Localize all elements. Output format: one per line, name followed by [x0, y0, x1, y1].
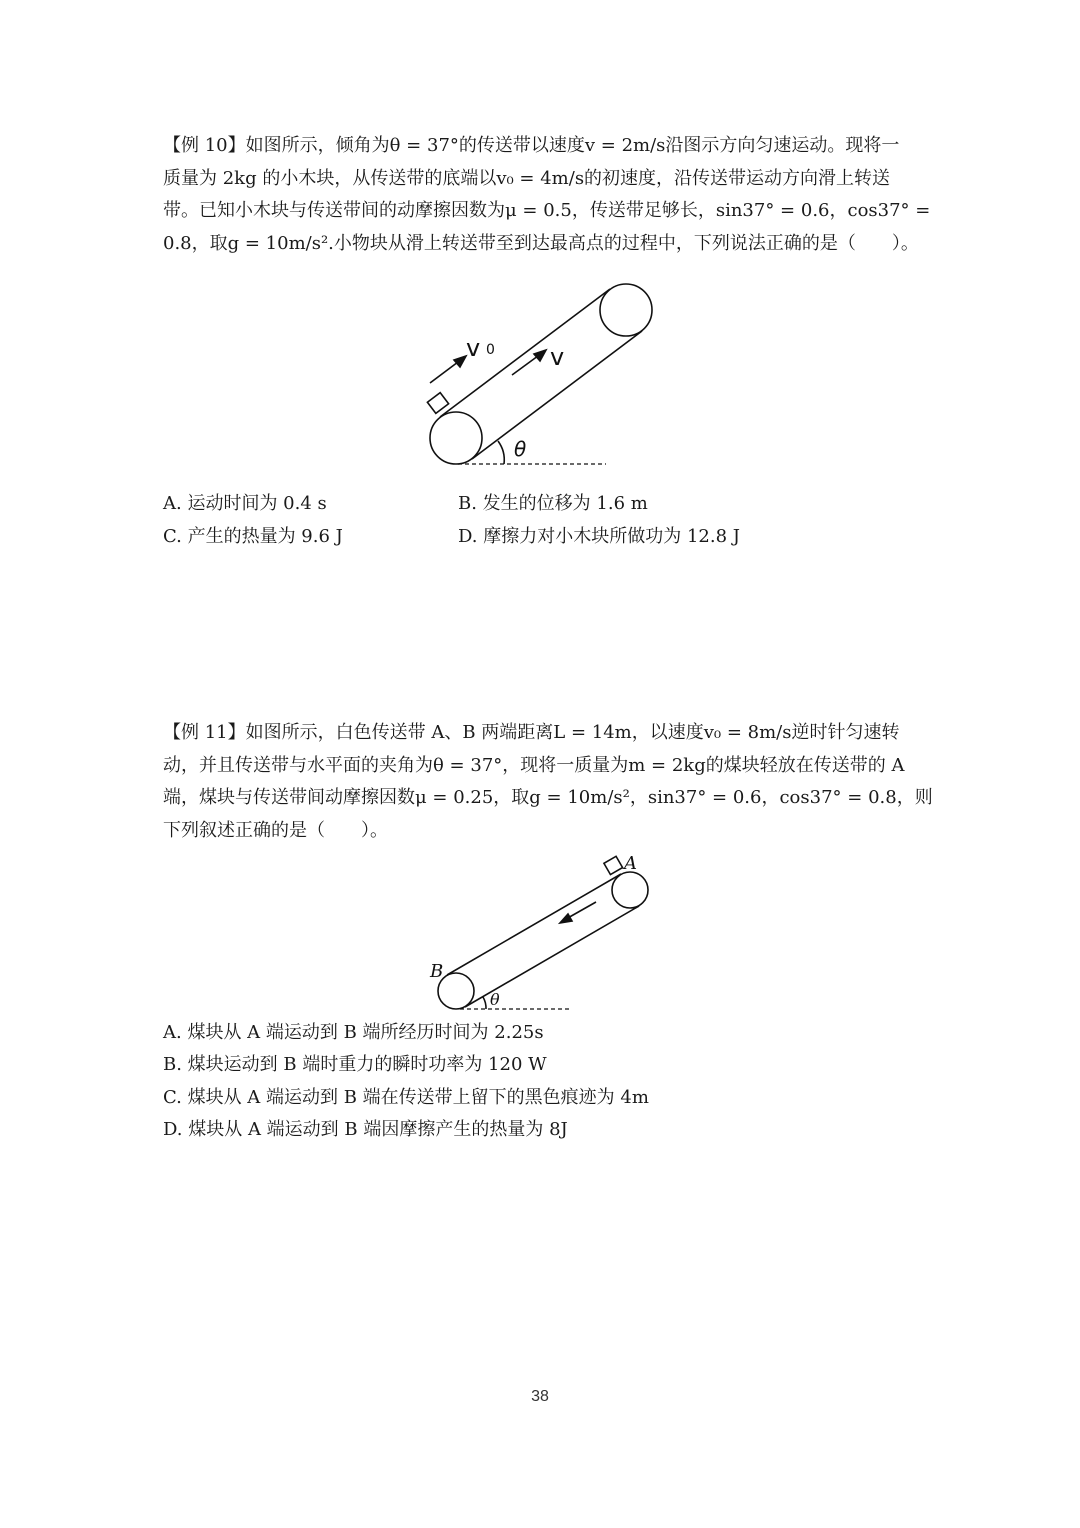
ex10-option-a[interactable]: A. 运动时间为 0.4 s	[163, 493, 327, 514]
b-label: B	[430, 961, 444, 982]
coal-block	[604, 856, 623, 874]
example-11-line-2: 动，并且传送带与水平面的夹角为θ = 37°，现将一质量为m = 2kg的煤块轻放在传送带的 A	[163, 754, 905, 776]
ex11-option-b[interactable]: B. 煤块运动到 B 端时重力的瞬时功率为 120 W	[163, 1054, 547, 1075]
angle-arc	[498, 441, 504, 464]
conveyor-figure-10	[400, 270, 680, 480]
theta-label: θ	[514, 437, 527, 461]
ex10-option-c[interactable]: C. 产生的热量为 9.6 J	[163, 526, 343, 547]
a-label: A	[624, 853, 637, 874]
v0-subscript: 0	[486, 342, 495, 358]
belt-upper-edge	[447, 874, 621, 975]
example-11-line-3: 端，煤块与传送带间动摩擦因数μ = 0.25，取g = 10m/s²，sin37° = 0.6，cos37° = 0.8，则	[163, 787, 933, 808]
roller-b	[438, 973, 474, 1009]
ex11-option-a[interactable]: A. 煤块从 A 端运动到 B 端所经历时间为 2.25s	[163, 1022, 544, 1043]
page-number: 38	[531, 1388, 549, 1405]
belt-direction-arrow	[566, 902, 596, 919]
v0-arrowhead	[454, 356, 466, 367]
example-10-text	[163, 130, 931, 260]
example-10-line-4: 0.8，取g = 10m/s².小物块从滑上转送带至到达最高点的过程中，下列说法正确的是（ ）。	[163, 232, 919, 254]
example-10-line-1: 【例 10】如图所示，倾角为θ = 37°的传送带以速度v = 2m/s沿图示方向匀速运动。现将一	[163, 135, 900, 156]
angle-arc	[483, 997, 486, 1009]
conveyor-figure-11	[420, 845, 660, 1015]
example-11-line-4: 下列叙述正确的是（ ）。	[163, 819, 388, 841]
wood-block	[427, 393, 448, 414]
v-arrowhead	[534, 350, 546, 361]
bottom-roller	[430, 412, 482, 464]
ex11-option-c[interactable]: C. 煤块从 A 端运动到 B 端在传送带上留下的黑色痕迹为 4m	[163, 1087, 649, 1108]
v0-label: v	[466, 334, 481, 362]
theta-label: θ	[490, 990, 500, 1009]
ex10-option-b[interactable]: B. 发生的位移为 1.6 m	[458, 493, 648, 514]
roller-a	[612, 872, 648, 908]
top-roller	[600, 284, 652, 336]
belt-direction-arrowhead	[560, 914, 572, 923]
example-11-line-1: 【例 11】如图所示，白色传送带 A、B 两端距离L = 14m，以速度v₀ = 8m/s逆时针匀速转	[163, 722, 900, 743]
v-label: v	[550, 343, 565, 371]
ex11-option-d[interactable]: D. 煤块从 A 端运动到 B 端因摩擦产生的热量为 8J	[163, 1119, 568, 1140]
example-11-text	[163, 717, 933, 847]
ex10-option-d[interactable]: D. 摩擦力对小木块所做功为 12.8 J	[458, 526, 740, 547]
example-10-line-3: 带。已知小木块与传送带间的动摩擦因数为μ = 0.5，传送带足够长，sin37° = 0.6，cos37° =	[163, 200, 931, 221]
example-10-line-2: 质量为 2kg 的小木块，从传送带的底端以v₀ = 4m/s的初速度，沿传送带运动方向滑上转送	[163, 167, 891, 189]
